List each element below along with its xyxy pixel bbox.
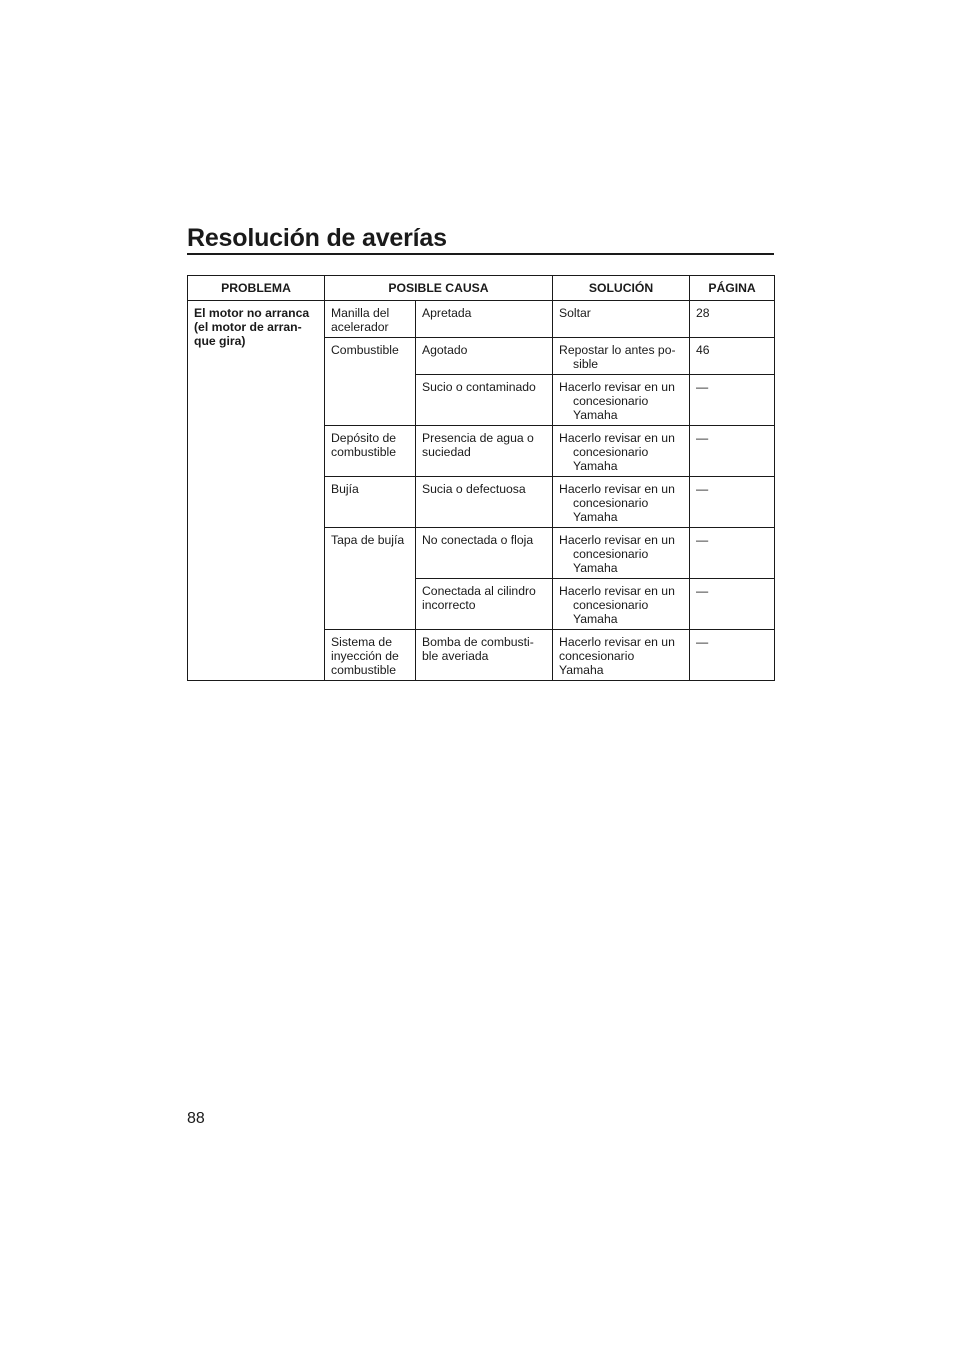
detail-line: Apretada xyxy=(422,306,472,320)
solution-cell xyxy=(553,338,690,375)
solution-cell xyxy=(553,301,690,338)
detail-line: Presencia de agua o xyxy=(422,431,534,445)
troubleshooting-table xyxy=(187,275,775,681)
solution-line: concesionario xyxy=(573,496,649,510)
solution-cell xyxy=(553,477,690,528)
solution-line: Yamaha xyxy=(573,408,618,422)
solution-line: Soltar xyxy=(559,306,591,320)
cause-line: Tapa de bujía xyxy=(331,533,405,547)
detail-cell xyxy=(416,301,553,338)
detail-line: incorrecto xyxy=(422,598,476,612)
detail-line: Conectada al cilindro xyxy=(422,584,536,598)
page-cell: — xyxy=(690,630,775,681)
cause-line: Combustible xyxy=(331,343,399,357)
cause-cell xyxy=(325,301,416,338)
page-cell: — xyxy=(690,579,775,630)
cause-line: acelerador xyxy=(331,320,389,334)
table-row xyxy=(188,301,775,338)
cause-cell xyxy=(325,528,416,630)
detail-line: No conectada o floja xyxy=(422,533,534,547)
solution-line: Yamaha xyxy=(573,561,618,575)
solution-line: sible xyxy=(573,357,599,371)
cause-cell xyxy=(325,630,416,681)
header-problem: PROBLEMA xyxy=(188,276,325,301)
cause-line: Bujía xyxy=(331,482,359,496)
problem-line: que gira) xyxy=(194,334,246,348)
solution-cell xyxy=(553,579,690,630)
problem-line: (el motor de arran- xyxy=(194,320,302,334)
detail-cell xyxy=(416,579,553,630)
detail-line: suciedad xyxy=(422,445,471,459)
cause-cell xyxy=(325,426,416,477)
solution-line: concesionario xyxy=(573,394,649,408)
solution-cell xyxy=(553,528,690,579)
cause-line: Sistema de xyxy=(331,635,392,649)
cause-line: Depósito de xyxy=(331,431,397,445)
cause-line: combustible xyxy=(331,663,397,677)
detail-line: Agotado xyxy=(422,343,468,357)
detail-cell xyxy=(416,477,553,528)
solution-line: Yamaha xyxy=(573,459,618,473)
page-cell: — xyxy=(690,528,775,579)
problem-cell xyxy=(188,301,325,681)
page-cell: — xyxy=(690,477,775,528)
solution-line: concesionario xyxy=(573,598,649,612)
header-page: PÁGINA xyxy=(690,276,775,301)
table-header-row xyxy=(188,276,775,301)
detail-cell xyxy=(416,338,553,375)
solution-line: Hacerlo revisar en un xyxy=(559,584,675,598)
cause-line: Manilla del xyxy=(331,306,390,320)
cause-cell xyxy=(325,338,416,426)
cause-cell xyxy=(325,477,416,528)
problem-line: El motor no arranca xyxy=(194,306,310,320)
detail-cell xyxy=(416,630,553,681)
solution-line: Yamaha xyxy=(559,663,604,677)
solution-line: Yamaha xyxy=(573,510,618,524)
page-cell: 46 xyxy=(690,338,775,375)
solution-line: Hacerlo revisar en un xyxy=(559,431,675,445)
cause-line: inyección de xyxy=(331,649,399,663)
detail-cell xyxy=(416,426,553,477)
cause-line: combustible xyxy=(331,445,397,459)
detail-cell xyxy=(416,375,553,426)
solution-line: Repostar lo antes po- xyxy=(559,343,676,357)
solution-line: Hacerlo revisar en un xyxy=(559,533,675,547)
solution-line: concesionario xyxy=(559,649,635,663)
detail-line: ble averiada xyxy=(422,649,489,663)
header-solution: SOLUCIÓN xyxy=(553,276,690,301)
detail-line: Bomba de combusti- xyxy=(422,635,534,649)
solution-line: concesionario xyxy=(573,547,649,561)
page-number: 88 xyxy=(187,1110,205,1127)
solution-line: Hacerlo revisar en un xyxy=(559,380,675,394)
solution-cell xyxy=(553,426,690,477)
solution-line: concesionario xyxy=(573,445,649,459)
detail-line: Sucia o defectuosa xyxy=(422,482,526,496)
solution-cell xyxy=(553,630,690,681)
detail-cell xyxy=(416,528,553,579)
detail-line: Sucio o contaminado xyxy=(422,380,536,394)
page-cell: — xyxy=(690,375,775,426)
title-rule xyxy=(187,253,774,255)
solution-line: Hacerlo revisar en un xyxy=(559,635,675,649)
header-cause: POSIBLE CAUSA xyxy=(325,276,553,301)
solution-cell xyxy=(553,375,690,426)
page-cell: — xyxy=(690,426,775,477)
page-title: Resolución de averías xyxy=(187,224,447,252)
solution-line: Yamaha xyxy=(573,612,618,626)
solution-line: Hacerlo revisar en un xyxy=(559,482,675,496)
page-cell: 28 xyxy=(690,301,775,338)
